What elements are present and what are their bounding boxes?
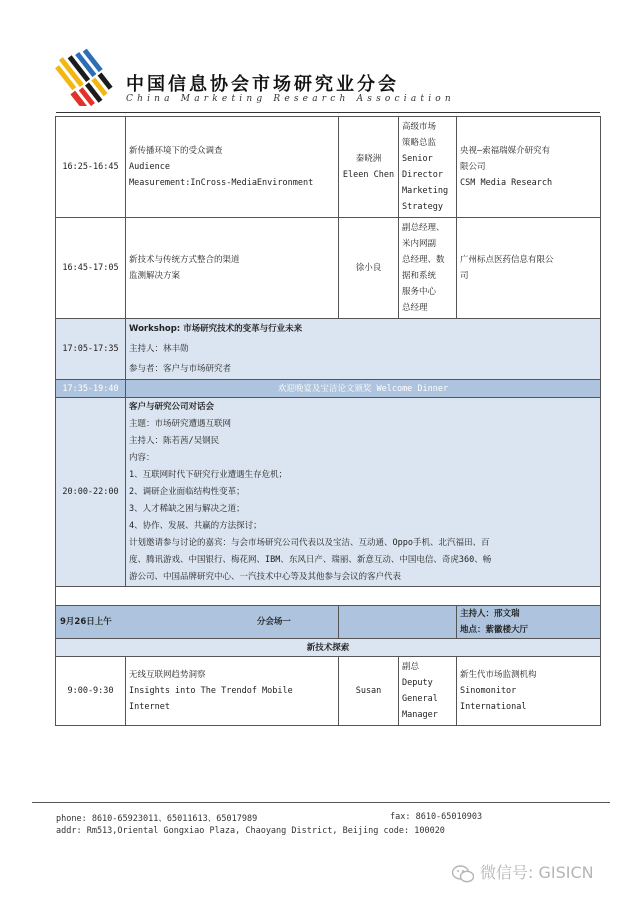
- workshop-title: Workshop: 市场研究技术的变革与行业未来: [129, 324, 303, 334]
- speaker-cell: Susan: [339, 657, 399, 726]
- forum-line: 1、互联网时代下研究行业遭遇生存危机；: [129, 469, 288, 480]
- wechat-id: 微信号: GISICN: [480, 863, 594, 882]
- title-line: Strategy: [402, 202, 443, 212]
- forum-cell: [126, 398, 601, 587]
- title-line: Director: [402, 170, 443, 180]
- wechat-watermark: [452, 860, 594, 883]
- topic-line: Measurement:InCross-MediaEnvironment: [129, 178, 314, 188]
- title-line: 米内网副: [402, 239, 437, 249]
- org-name-cn: 中国信息协会市场研究业分会: [126, 74, 399, 95]
- forum-row: [56, 398, 601, 587]
- spacer-row: [56, 587, 601, 606]
- footer-divider: [32, 802, 610, 803]
- time-cell: 16:45-17:05: [56, 218, 126, 319]
- forum-line: 2、调研企业面临结构性变革；: [129, 486, 245, 497]
- time-cell: 17:05-17:35: [56, 319, 126, 380]
- table-row: [56, 117, 601, 218]
- topic-line: Insights into The Trendof Mobile: [129, 686, 293, 696]
- forum-line: 4、协作、发展、共赢的方法探讨；: [129, 520, 262, 531]
- title-line: 副总: [402, 662, 420, 672]
- forum-line: 主题：市场研究遭遇互联网: [129, 418, 232, 429]
- title-cell: [399, 657, 457, 726]
- title-line: Manager: [402, 710, 438, 720]
- footer-fax: fax: 8610-65010903: [390, 812, 483, 822]
- org-line: CSM Media Research: [460, 178, 553, 188]
- forum-line: 游公司、中国品牌研究中心、一汽技术中心等及其他参与会议的客户代表: [129, 571, 402, 582]
- title-line: 策略总监: [402, 138, 437, 148]
- org-cell: [457, 657, 601, 726]
- session-info-cell: [457, 606, 601, 639]
- org-line: 新生代市场监测机构: [460, 670, 537, 680]
- session-host: 主持人：邢文瑞: [460, 609, 520, 619]
- footer-phone: phone: 8610-65923011、65011613、65017989: [56, 814, 258, 824]
- topic-line: Internet: [129, 702, 170, 712]
- workshop-participants: 参与者：客户与市场研究者: [129, 364, 232, 374]
- topic-cell: [126, 117, 339, 218]
- forum-line: 计划邀请参与讨论的嘉宾：与会市场研究公司代表以及宝洁、互动通、Oppo手机、北汽福田、百: [129, 537, 490, 548]
- topic-line: 新传播环境下的受众调查: [129, 146, 223, 156]
- session-location: 地点：紫徽楼大厅: [460, 625, 529, 635]
- speaker-cell: 徐小良: [339, 218, 399, 319]
- title-cell: [399, 117, 457, 218]
- dinner-cell: 欢迎晚宴及宝洁论文颁奖 Welcome Dinner: [126, 380, 601, 398]
- footer-address: addr: Rm513,Oriental Gongxiao Plaza, Chaoyang District, Beijing code: 100020: [56, 826, 445, 836]
- topic-cell: [126, 218, 339, 319]
- org-cell: [457, 218, 601, 319]
- session-date: 9月26日上午: [60, 617, 112, 627]
- time-cell: 17:35-19:40: [56, 380, 126, 398]
- topic-line: 新技术与传统方式整合的渠道: [129, 255, 240, 265]
- header-divider: [56, 112, 600, 113]
- session-empty: [339, 606, 457, 639]
- title-line: 总经理: [402, 303, 428, 313]
- title-line: Deputy: [402, 678, 433, 688]
- title-line: General: [402, 694, 438, 704]
- time-cell: 20:00-22:00: [56, 398, 126, 587]
- org-line: International: [460, 702, 527, 712]
- org-line: 限公司: [460, 162, 486, 172]
- workshop-row: [56, 319, 601, 380]
- org-line: Sinomonitor: [460, 686, 517, 696]
- title-line: Marketing: [402, 186, 449, 196]
- table-row: [56, 657, 601, 726]
- title-line: 副总经理、: [402, 223, 445, 233]
- title-line: 总经理、数: [402, 255, 445, 265]
- title-line: 据和系统: [402, 271, 437, 281]
- speaker-line: Eleen Chen: [342, 170, 395, 180]
- topic-line: 监测解决方案: [129, 271, 181, 281]
- speaker-cell: [339, 117, 399, 218]
- org-line: 央视—索福瑞媒介研究有: [460, 146, 551, 156]
- time-cell: 16:25-16:45: [56, 117, 126, 218]
- topic-line: Audience: [129, 162, 170, 172]
- forum-title: 客户与研究公司对话会: [129, 401, 215, 412]
- forum-line: 度、腾讯游戏、中国银行、梅花网、IBM、东风日产、瑞丽、新意互动、中国电信、奇虎360、畅: [129, 554, 492, 565]
- session-row: [56, 606, 601, 639]
- workshop-host: 主持人：林丰勋: [129, 344, 189, 354]
- track-row: [56, 639, 601, 657]
- forum-line: 3、人才稀缺之困与解决之道；: [129, 503, 245, 514]
- dinner-row: [56, 380, 601, 398]
- session-date-cell: [56, 606, 339, 639]
- title-line: 服务中心: [402, 287, 437, 297]
- table-row: [56, 218, 601, 319]
- cmra-logo-icon: [52, 44, 122, 106]
- session-name: 分会场一: [256, 617, 291, 627]
- workshop-cell: [126, 319, 601, 380]
- forum-line: 主持人：陈若茜/吴钢民: [129, 435, 220, 446]
- schedule-table: [55, 116, 601, 726]
- wechat-icon: [452, 865, 474, 883]
- topic-line: 无线互联网趋势洞察: [129, 670, 206, 680]
- title-cell: [399, 218, 457, 319]
- time-cell: 9:00-9:30: [56, 657, 126, 726]
- org-line: 广州标点医药信息有限公: [460, 255, 554, 265]
- speaker-line: 秦晓洲: [355, 154, 382, 164]
- org-name-en: China Marketing Research Association: [126, 94, 455, 104]
- org-cell: [457, 117, 601, 218]
- title-line: Senior: [402, 154, 433, 164]
- spacer-cell: [56, 587, 601, 606]
- track-cell: 新技术探索: [56, 639, 601, 657]
- topic-cell: [126, 657, 339, 726]
- title-line: 高级市场: [402, 122, 437, 132]
- forum-line: 内容：: [129, 452, 155, 463]
- org-line: 司: [460, 271, 469, 281]
